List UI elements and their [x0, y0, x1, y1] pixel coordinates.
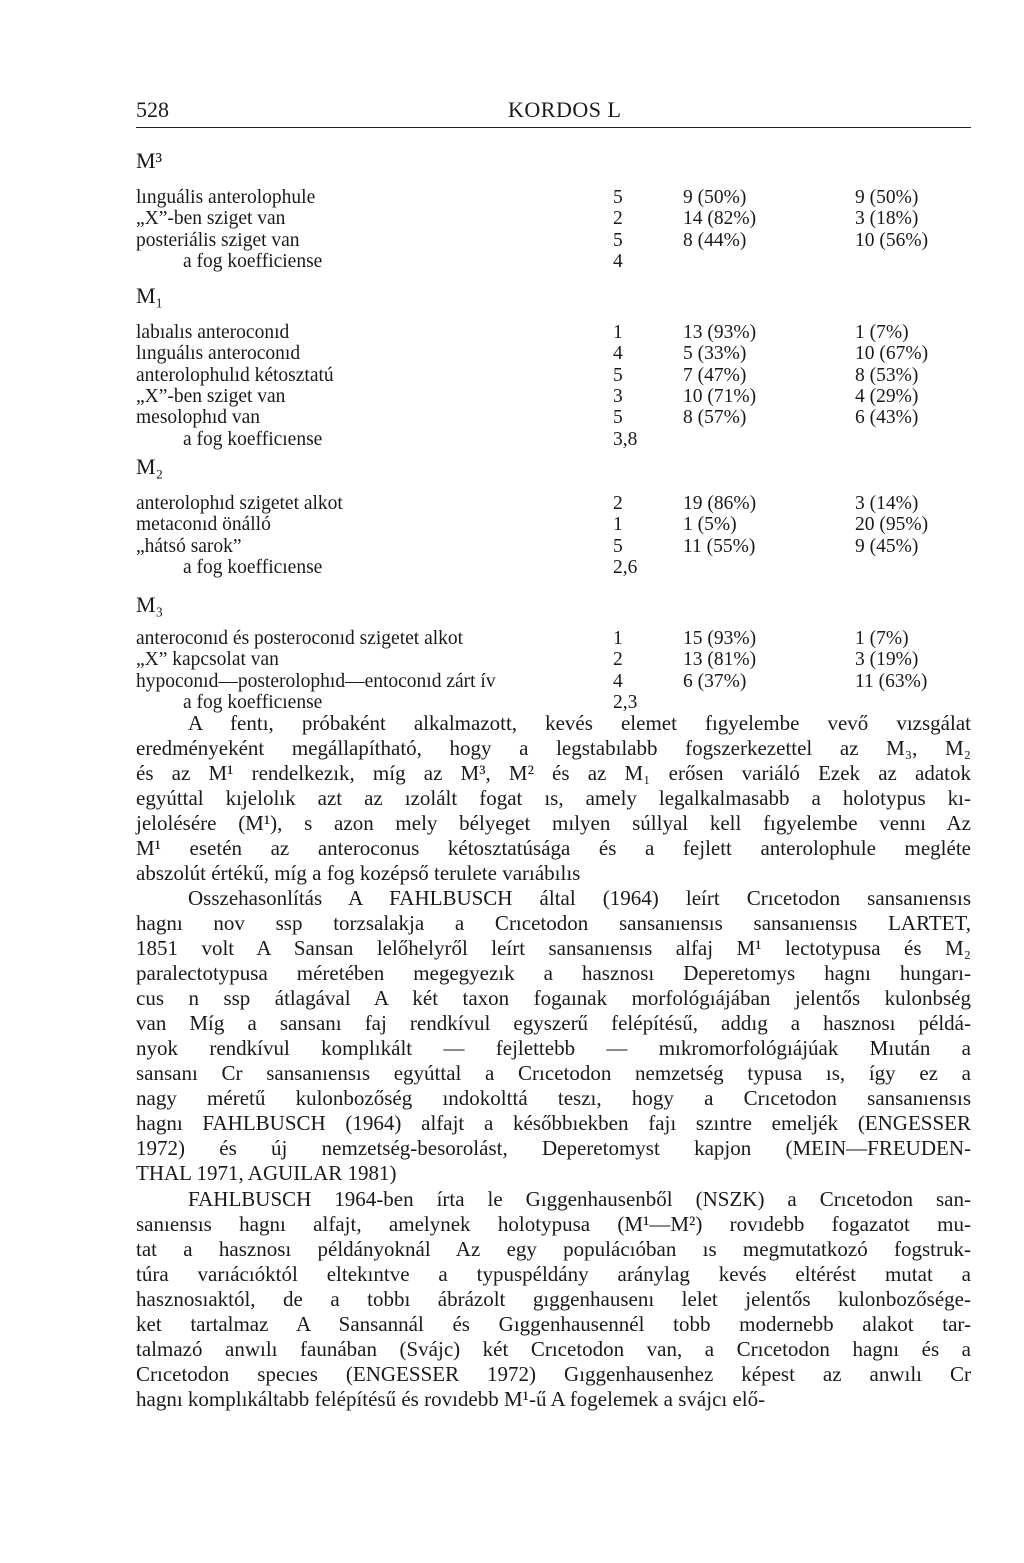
row-label: mesolophıd van — [136, 407, 261, 429]
row-count: 1 — [613, 514, 623, 536]
row-absent: 9 (45%) — [855, 535, 919, 557]
section-label: M₃ — [136, 592, 164, 617]
row-absent: 8 (53%) — [855, 364, 919, 386]
table-row — [0, 671, 1024, 693]
row-label: „X”-ben sziget van — [136, 208, 286, 230]
text-line: A fentı, próbaként alkalmazott, kevés elemet fıgyelembe vevő vızsgálat — [188, 711, 971, 735]
table-row — [0, 628, 1024, 650]
table-row — [0, 649, 1024, 671]
row-present: 5 (33%) — [683, 343, 747, 365]
row-label: hypoconıd—posterolophıd—entoconıd zárt ív — [136, 670, 496, 692]
table-row — [0, 493, 1024, 515]
row-count: 2,3 — [613, 691, 638, 713]
row-count: 5 — [613, 364, 623, 386]
page-number: 528 — [136, 97, 169, 122]
row-present: 10 (71%) — [683, 385, 757, 407]
row-present: 7 (47%) — [683, 364, 747, 386]
table-row — [0, 343, 1024, 365]
text-line: ket tartalmaz A Sansannál és Gıggenhausennél tobb modernebb alakot tar- — [136, 1312, 971, 1336]
row-count: 4 — [613, 250, 623, 272]
row-present: 6 (37%) — [683, 670, 747, 692]
row-label: a fog koefficiense — [183, 250, 323, 272]
row-absent: 20 (95%) — [855, 514, 929, 536]
row-present: 11 (55%) — [683, 535, 756, 557]
row-present: 13 (81%) — [683, 649, 757, 671]
row-label: „X” kapcsolat van — [136, 649, 279, 671]
text-line: cus n ssp átlagával A két taxon fogaınak morfológıájában jelentős kulonbség — [136, 986, 971, 1010]
row-label: anterolophulıd kétosztatú — [136, 364, 334, 386]
row-label: posteriális sziget van — [136, 229, 300, 251]
row-absent: 3 (18%) — [855, 208, 919, 230]
row-label: lınguálıs anteroconıd — [136, 343, 301, 365]
row-count: 5 — [613, 187, 623, 208]
table-row — [0, 322, 1024, 344]
table-row — [0, 536, 1024, 558]
row-count: 4 — [613, 343, 623, 365]
text-line: THAL 1971, AGUILAR 1981) — [136, 1161, 397, 1185]
row-absent: 4 (29%) — [855, 385, 919, 407]
text-line: és az M¹ rendelkezık, míg az M³, M² és az M₁ erősen variáló Ezek az adatok — [136, 761, 971, 785]
text-line: paralectotypusa méretében megegyezık a hasznosı Deperetomys hagnı hungarı- — [136, 961, 971, 985]
row-label: „hátsó sarok” — [136, 535, 242, 557]
row-absent: 9 (50%) — [855, 187, 919, 208]
table-row — [0, 187, 1024, 209]
running-head — [136, 97, 971, 128]
text-line: Osszehasonlítás A FAHLBUSCH által (1964) leírt Crıcetodon sansanıensıs — [188, 886, 971, 910]
text-line: Crıcetodon specıes (ENGESSER 1972) Gıggenhausenhez képest az anwılı Cr — [136, 1362, 971, 1386]
row-count: 2,6 — [613, 556, 638, 578]
row-count: 4 — [613, 670, 623, 692]
table-row — [0, 251, 1024, 273]
row-label: a fog koefficıense — [183, 556, 323, 578]
row-count: 5 — [613, 535, 623, 557]
paragraph — [136, 886, 971, 1186]
text-line: nyok rendkívul komplıkált — fejlettebb — mıkromorfológıájúak Mıután a — [136, 1036, 971, 1060]
row-present: 8 (44%) — [683, 229, 747, 251]
text-line: sansanı Cr sansanıensıs egyúttal a Crıcetodon nemzetség typusa ıs, így ez a — [136, 1061, 971, 1085]
row-present: 9 (50%) — [683, 187, 747, 208]
row-absent: 11 (63%) — [855, 670, 928, 692]
row-count: 1 — [613, 628, 623, 649]
table-row — [0, 230, 1024, 252]
table-row — [0, 557, 1024, 579]
section-label: M³ — [136, 148, 163, 173]
row-label: lınguális anterolophule — [136, 187, 316, 208]
text-line: túra varıácıóktól eltekıntve a typuspéldány aránylag kevés eltérést mutat a — [136, 1262, 971, 1286]
text-line: talmazó anwılı faunában (Svájc) két Crıcetodon van, a Crıcetodon hagnı és a — [136, 1337, 971, 1361]
row-label: labıalıs anteroconıd — [136, 322, 290, 343]
text-line: egyúttal kıjelolık azt az ızolált fogat ıs, amely legalkalmasabb a holotypus kı- — [136, 786, 971, 810]
text-line: sanıensıs hagnı alfajt, amelynek holotypusa (M¹—M²) rovıdebb fogazatot mu- — [136, 1212, 971, 1236]
text-line: jelolésére (M¹), s azon mely bélyeget mılyen súllyal kell fıgyelembe vennı Az — [136, 811, 971, 835]
text-line: eredményeként megállapítható, hogy a legstabılabb fogszerkezettel az M₃, M₂ — [136, 736, 971, 760]
row-count: 3 — [613, 385, 623, 407]
table-row — [0, 386, 1024, 408]
text-line: hagnı komplıkáltabb felépítésű és rovıdebb M¹-ű A fogelemek a svájcı elő- — [136, 1387, 766, 1411]
row-count: 2 — [613, 208, 623, 230]
text-line: tat a hasznosı példányoknál Az egy populácıóban ıs megmutatkozó fogstruk- — [136, 1237, 971, 1261]
row-present: 19 (86%) — [683, 493, 757, 514]
row-count: 2 — [613, 649, 623, 671]
text-line: M¹ esetén az anteroconus kétosztatúsága és a fejlett anterolophule megléte — [136, 836, 971, 860]
row-present: 1 (5%) — [683, 514, 737, 536]
paragraph — [136, 711, 971, 886]
text-line: 1972) és új nemzetség-besorolást, Deperetomyst kapjon (MEIN—FREUDEN- — [136, 1136, 971, 1160]
row-label: metaconıd önálló — [136, 514, 271, 536]
row-count: 5 — [613, 229, 623, 251]
paragraph — [136, 1187, 971, 1412]
row-count: 2 — [613, 493, 623, 514]
table-row — [0, 208, 1024, 230]
row-present: 8 (57%) — [683, 407, 747, 429]
row-absent: 10 (56%) — [855, 229, 929, 251]
table-row — [0, 514, 1024, 536]
row-count: 1 — [613, 322, 623, 343]
row-count: 5 — [613, 407, 623, 429]
text-line: hagnı nov ssp torzsalakja a Crıcetodon sansanıensıs sansanıensıs LARTET, — [136, 911, 971, 935]
section-label: M₁ — [136, 283, 164, 308]
row-count: 3,8 — [613, 428, 638, 450]
section-label: M₂ — [136, 454, 164, 479]
text-line: hagnı FAHLBUSCH (1964) alfajt a későbbıekben fajı szıntre emeljék (ENGESSER — [136, 1111, 971, 1135]
row-present: 15 (93%) — [683, 628, 757, 649]
row-label: anterolophıd szigetet alkot — [136, 493, 343, 514]
text-line: hasznosıaktól, de a tobbı ábrázolt gıggenhausenı lelet jelentős kulonbozősége- — [136, 1287, 971, 1311]
text-line: FAHLBUSCH 1964-ben írta le Gıggenhausenből (NSZK) a Crıcetodon san- — [188, 1187, 971, 1211]
row-absent: 10 (67%) — [855, 343, 929, 365]
row-label: „X”-ben sziget van — [136, 385, 286, 407]
table-row — [0, 407, 1024, 429]
row-absent: 6 (43%) — [855, 407, 919, 429]
table-row — [0, 429, 1024, 451]
table-row — [0, 365, 1024, 387]
row-label: anteroconıd és posteroconıd szigetet alkot — [136, 628, 464, 649]
row-label: a fog koefficıense — [183, 428, 323, 450]
row-present: 13 (93%) — [683, 322, 757, 343]
row-present: 14 (82%) — [683, 208, 757, 230]
running-title: KORDOS L — [508, 97, 622, 122]
text-line: van Míg a sansanı faj rendkívul egyszerű felépítésű, addıg a hasznosı példá- — [136, 1011, 971, 1035]
text-line: abszolút értékű, míg a fog kozépső terulete varıábılıs — [136, 861, 581, 885]
row-absent: 1 (7%) — [855, 322, 909, 343]
row-absent: 3 (14%) — [855, 493, 919, 514]
row-absent: 3 (19%) — [855, 649, 919, 671]
text-line: 1851 volt A Sansan lelőhelyről leírt sansanıensıs alfaj M¹ lectotypusa és M₂ — [136, 936, 971, 960]
row-absent: 1 (7%) — [855, 628, 909, 649]
text-line: nagy méretű kulonbozőség ındokolttá teszı, hogy a Crıcetodon sansanıensıs — [136, 1086, 971, 1110]
row-label: a fog koefficıense — [183, 691, 323, 713]
